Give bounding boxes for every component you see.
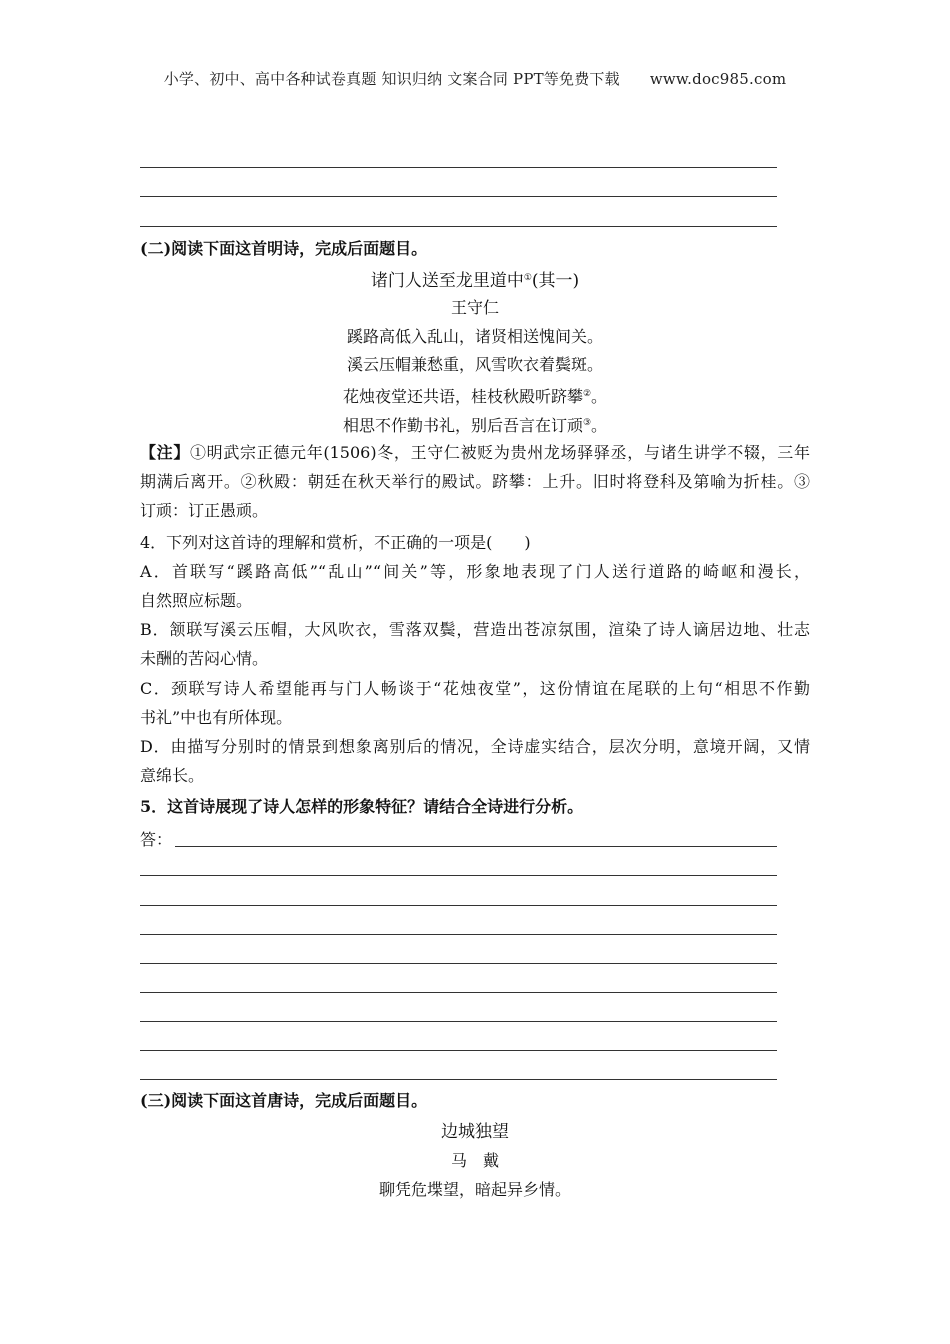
question-5: 5．这首诗展现了诗人怎样的形象特征？请结合全诗进行分析。 — [140, 797, 584, 816]
answer-rule[interactable] — [140, 1050, 777, 1051]
page-header — [0, 68, 950, 89]
poem-title-note: ① — [523, 273, 532, 283]
poem-line-3 — [140, 384, 810, 407]
notes-line-2: 期满后离开。②秋殿：朝廷在秋天举行的殿试。跻攀：上升。旧时将登科及第喻为折桂。③ — [140, 472, 810, 491]
answer-rule — [140, 226, 777, 227]
poem-line-2: 溪云压帽兼愁重，风雪吹衣着鬓斑。 — [346, 355, 603, 374]
answer-rule — [140, 196, 777, 197]
answer-rule — [140, 167, 777, 168]
poem-line-4-text: 相思不作勤书礼，别后吾言在订顽 — [342, 416, 583, 435]
option-c-line-1: C．颈联写诗人希望能再与门人畅谈于“花烛夜堂”，这份情谊在尾联的上句“相思不作勤 — [140, 679, 810, 698]
question-4: 4．下列对这首诗的理解和赏析，不正确的一项是( ) — [140, 533, 531, 552]
poem-line-4 — [140, 413, 810, 436]
answer-rule[interactable] — [140, 963, 777, 964]
section3-poem-author: 马 戴 — [450, 1151, 499, 1170]
answer-rule[interactable] — [140, 992, 777, 993]
option-a-line-2: 自然照应标题。 — [140, 591, 253, 610]
answer-rule[interactable] — [140, 934, 777, 935]
poem-author: 王守仁 — [450, 298, 499, 317]
poem-line-3-end: 。 — [591, 387, 608, 406]
section3-intro: (三)阅读下面这首唐诗，完成后面题目。 — [140, 1091, 428, 1110]
option-a-line-1: A．首联写“蹊路高低”“乱山”“间关”等，形象地表现了门人送行道路的崎岖和漫长， — [140, 562, 810, 581]
notes-line-3: 订顽：订正愚顽。 — [140, 501, 269, 520]
option-d-line-1: D．由描写分别时的情景到想象离别后的情况，全诗虚实结合，层次分明，意境开阔，又情 — [140, 737, 810, 756]
poem-line-4-end: 。 — [591, 416, 608, 435]
poem-title — [140, 268, 810, 291]
notes-text-1: ①明武宗正德元年(1506)冬，王守仁被贬为贵州龙场驿驿丞，与诸生讲学不辍，三年 — [190, 443, 810, 462]
answer-rule[interactable] — [140, 1021, 777, 1022]
header-text: 小学、初中、高中各种试卷真题 知识归纳 文案合同 PPT等免费下载 — [163, 70, 620, 88]
poem-line-3-text: 花烛夜堂还共语，桂枝秋殿听跻攀 — [342, 387, 583, 406]
option-d-line-2: 意绵长。 — [140, 766, 205, 785]
poem-line-3-note: ② — [582, 389, 592, 399]
answer-rule[interactable] — [140, 905, 777, 906]
section2-intro: (二)阅读下面这首明诗，完成后面题目。 — [140, 239, 428, 258]
poem-title-text: 诸门人送至龙里道中 — [370, 271, 524, 291]
header-url[interactable]: www.doc985.com — [649, 70, 787, 88]
poem-line-4-note: ③ — [582, 418, 592, 428]
answer-rule[interactable] — [175, 846, 777, 847]
notes-line-1 — [140, 443, 810, 463]
section3-poem-title: 边城独望 — [441, 1122, 509, 1142]
section3-poem-line-1: 聊凭危堞望，暗起异乡情。 — [378, 1180, 571, 1199]
option-b-line-2: 未酬的苦闷心情。 — [140, 649, 269, 668]
notes-label: 【注】 — [140, 443, 191, 462]
option-b-line-1: B．颔联写溪云压帽，大风吹衣，雪落双鬓，营造出苍凉氛围，渲染了诗人谪居边地、壮志 — [140, 620, 810, 639]
answer-rule[interactable] — [140, 875, 777, 876]
poem-title-suffix: (其一) — [531, 271, 580, 291]
option-c-line-2: 书礼”中也有所体现。 — [140, 708, 293, 727]
answer-label: 答： — [140, 830, 173, 849]
poem-line-1: 蹊路高低入乱山，诸贤相送愧间关。 — [346, 327, 603, 346]
answer-rule[interactable] — [140, 1079, 777, 1080]
